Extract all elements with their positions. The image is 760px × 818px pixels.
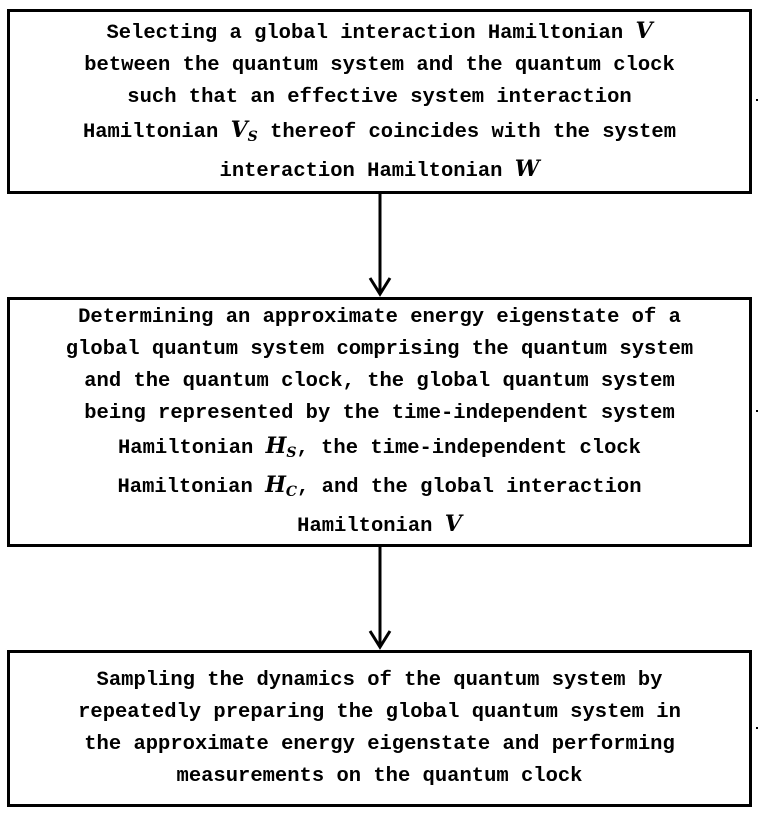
step-1-line-5 <box>220 153 540 188</box>
text-segment: Determining an approximate energy eigenstate of a <box>78 305 681 329</box>
text-segment: Selecting a global interaction Hamiltonian <box>106 22 636 45</box>
edge-mark-3 <box>756 727 758 729</box>
text-segment: thereof coincides with the system <box>257 121 677 144</box>
text-segment: interaction Hamiltonian <box>219 160 515 183</box>
step-3-line-1 <box>97 665 663 697</box>
math-symbol: W <box>514 156 540 182</box>
edge-mark-2 <box>756 410 758 412</box>
text-segment: and the quantum clock, the global quantum system <box>84 369 675 393</box>
step-2-line-2 <box>66 334 693 366</box>
text-segment: Hamiltonian <box>297 514 445 538</box>
text-segment: repeatedly preparing the global quantum system in <box>78 700 681 724</box>
math-symbol: V <box>635 18 653 44</box>
text-segment: Sampling the dynamics of the quantum system by <box>96 668 663 692</box>
step-1-line-3 <box>127 82 631 114</box>
text-segment: such that an effective system interaction <box>127 86 632 109</box>
step-box-2 <box>7 297 752 547</box>
text-segment: the approximate energy eigenstate and performing <box>84 732 675 756</box>
math-symbol: $H_S$ <box>265 432 297 461</box>
text-segment: being represented by the time-independent system <box>84 401 675 425</box>
step-box-1 <box>7 9 752 194</box>
step-1-line-1 <box>106 15 652 50</box>
step-2-line-6 <box>117 469 641 508</box>
text-segment: Hamiltonian <box>117 475 266 499</box>
step-2-line-3 <box>84 366 675 398</box>
step-3-line-3 <box>84 729 675 761</box>
text-segment: Hamiltonian <box>82 121 231 144</box>
step-3-line-2 <box>78 697 681 729</box>
step-1-line-2 <box>84 50 675 82</box>
text-segment: between the quantum system and the quantum clock <box>84 54 675 77</box>
step-2-line-5 <box>118 430 641 469</box>
step-2-line-4 <box>84 398 675 430</box>
step-2-line-7 <box>297 508 462 543</box>
text-segment: , and the global interaction <box>297 475 642 499</box>
math-symbol: $V_S$ <box>230 117 258 145</box>
text-segment: Hamiltonian <box>117 436 266 460</box>
text-segment: global quantum system comprising the quantum system <box>65 337 694 361</box>
math-symbol: V <box>444 510 462 537</box>
step-3-line-4 <box>177 761 583 793</box>
text-segment: measurements on the quantum clock <box>176 764 583 788</box>
math-symbol: $H_C$ <box>265 471 298 500</box>
arrow-2 <box>360 547 400 650</box>
step-box-3 <box>7 650 752 807</box>
step-2-line-1 <box>78 302 681 334</box>
step-1-line-4 <box>83 114 676 153</box>
text-segment: , the time-independent clock <box>296 436 641 460</box>
edge-mark-1 <box>756 99 758 101</box>
arrow-1 <box>360 194 400 297</box>
